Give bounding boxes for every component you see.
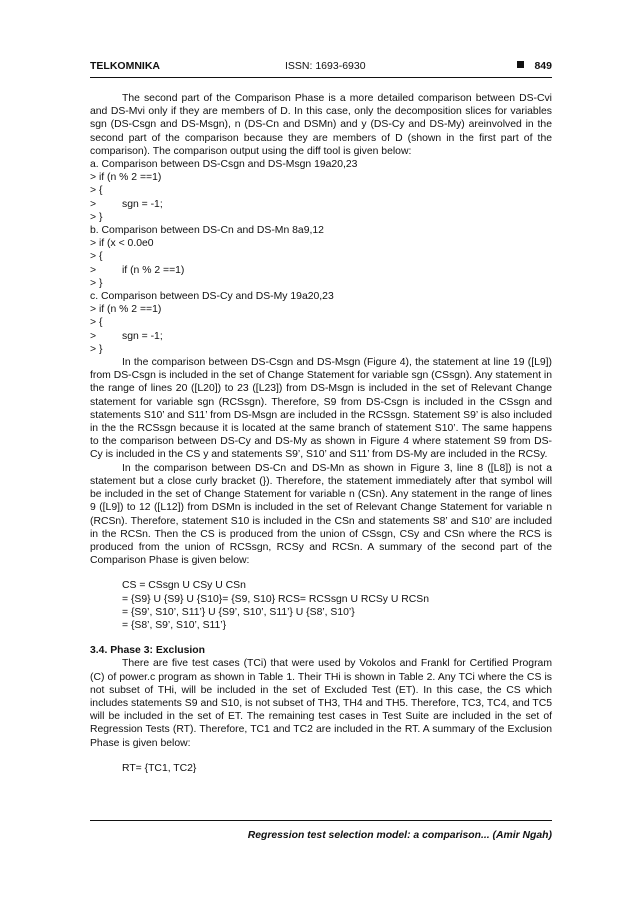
page-number: 849 bbox=[534, 60, 552, 72]
paragraph: The second part of the Comparison Phase is a more detailed comparison between DS-Cvi and DS-Mvi only if they are members of D. In this case, only the decomposition slices for variables sgn (DS-Csgn and DS-Msgn), n (DS-Cn and DSMn) and y (DS-Cy and DS-My) areinvolved in the second part of the comparison because they are members of D (shown in the first part of the comparison). The comparison output using the diff tool is given below: bbox=[90, 93, 552, 157]
code-line: > if (n % 2 ==1) bbox=[90, 172, 162, 184]
code-line: > { bbox=[90, 251, 103, 263]
running-header bbox=[90, 60, 552, 74]
rt-equation: RT= {TC1, TC2} bbox=[122, 762, 197, 774]
section-title: 3.4. Phase 3: Exclusion bbox=[90, 645, 205, 657]
equation-line: = {S9} U {S9} U {S10}= {S9, S10} RCS= RCSsgn U RCSy U RCSn bbox=[122, 593, 429, 605]
code-line: > { bbox=[90, 185, 103, 197]
code-text: sgn = -1; bbox=[122, 330, 163, 342]
code-line: > } bbox=[90, 211, 103, 223]
page-number-group bbox=[517, 60, 552, 72]
code-line: > if (n % 2 ==1) bbox=[90, 304, 162, 316]
equation-line: = {S9’, S10’, S11’} U {S9’, S10’, S11’} U {S8’, S10’} bbox=[122, 606, 355, 618]
paragraph: In the comparison between DS-Csgn and DS-Msgn (Figure 4), the statement at line 19 ([L9]) from DS-Csgn is included in the set of Change Statement for variable sgn (CSsgn). Any statement in the range of lines 20 ([L20]) to 23 ([L23]) from DS-Msgn is included in the set of Relevant Change statement for variable sgn (RCSsgn). Therefore, S9 from DS-Csgn is included in the CSsgn and statements S10’ and S11’ from DS-Msgn are included in the RCSsgn. Statement S9’ is also included in the the RCSsgn because it is located at the same branch of statement S10’. The same happens to the comparison between DS-Cy and DS-My as shown in Figure 4 where statement S9 from DS-Cy is included in the CS y and statements S9’, S10’ and S11’ from DS-My are included in the RCSy. bbox=[90, 357, 552, 461]
code-line bbox=[90, 198, 552, 211]
equation-block bbox=[122, 579, 552, 632]
paragraph: In the comparison between DS-Cn and DS-Mn as shown in Figure 3, line 8 ([L8]) is not a statement but a close curly bracket (}). Therefore, the statement immediately after that symbol will be included in the set of Change Statement for variable n (CSn). Any statement in the range of lines 9 ([L9]) to 12 ([L12]) from DSMn is included in the set of Relevant Change Statement for variable n (RCSn). Therefore, statement S10 is included in the CSn and statements S8’ and S10’ are included in the RCSn. Then the CS is produced from the union of CSsgn, CSy and CSn where the RCS is produced from the union of RCSsgn, RCSy and RCSn. A summary of the second part of the Comparison Phase is given below: bbox=[90, 462, 552, 567]
code-title: a. Comparison between DS-Csgn and DS-Msgn 19a20,23 bbox=[90, 159, 358, 171]
code-line: > } bbox=[90, 343, 103, 355]
body-text bbox=[90, 92, 552, 787]
code-prefix: > bbox=[90, 330, 97, 342]
header-rule bbox=[90, 77, 552, 78]
running-footer: Regression test selection model: a comparison... (Amir Ngah) bbox=[247, 830, 552, 841]
code-line: > } bbox=[90, 277, 103, 289]
square-bullet-icon bbox=[517, 61, 524, 68]
paragraph: There are five test cases (TCi) that were used by Vokolos and Frankl for Certified Program (C) of power.c program as shown in Table 1. Their THi is shown in Table 2. Any TCi where the CS is not subset of THi, will be included in the set of Excluded Test (ET). In this case, the CS which includes statements S9 and S10, is not subset of TH3, TH4 and TH5. Therefore, TC3, TC4, and TC5 will be included in the set of ET. The remaining test cases in Test Suite are included in the set of Regression Tests (RT). Therefore, TC1 and TC2 are included in the RT. A summary of the Exclusion Phase is given below: bbox=[90, 658, 552, 749]
footer-rule bbox=[90, 820, 552, 821]
code-prefix: > bbox=[90, 198, 97, 210]
journal-name: TELKOMNIKA bbox=[90, 60, 160, 72]
equation-line: = {S8’, S9’, S10’, S11’} bbox=[122, 619, 227, 631]
code-line: > if (x < 0.0e0 bbox=[90, 238, 154, 250]
code-title: c. Comparison between DS-Cy and DS-My 19a20,23 bbox=[90, 291, 334, 303]
code-prefix: > bbox=[90, 264, 97, 276]
code-line bbox=[90, 330, 552, 343]
code-text: sgn = -1; bbox=[122, 198, 163, 210]
code-line bbox=[90, 264, 552, 277]
equation-line: CS = CSsgn U CSy U CSn bbox=[122, 580, 246, 592]
code-title: b. Comparison between DS-Cn and DS-Mn 8a9,12 bbox=[90, 225, 324, 237]
code-line: > { bbox=[90, 317, 103, 329]
issn: ISSN: 1693-6930 bbox=[285, 60, 366, 72]
code-text: if (n % 2 ==1) bbox=[122, 264, 185, 276]
